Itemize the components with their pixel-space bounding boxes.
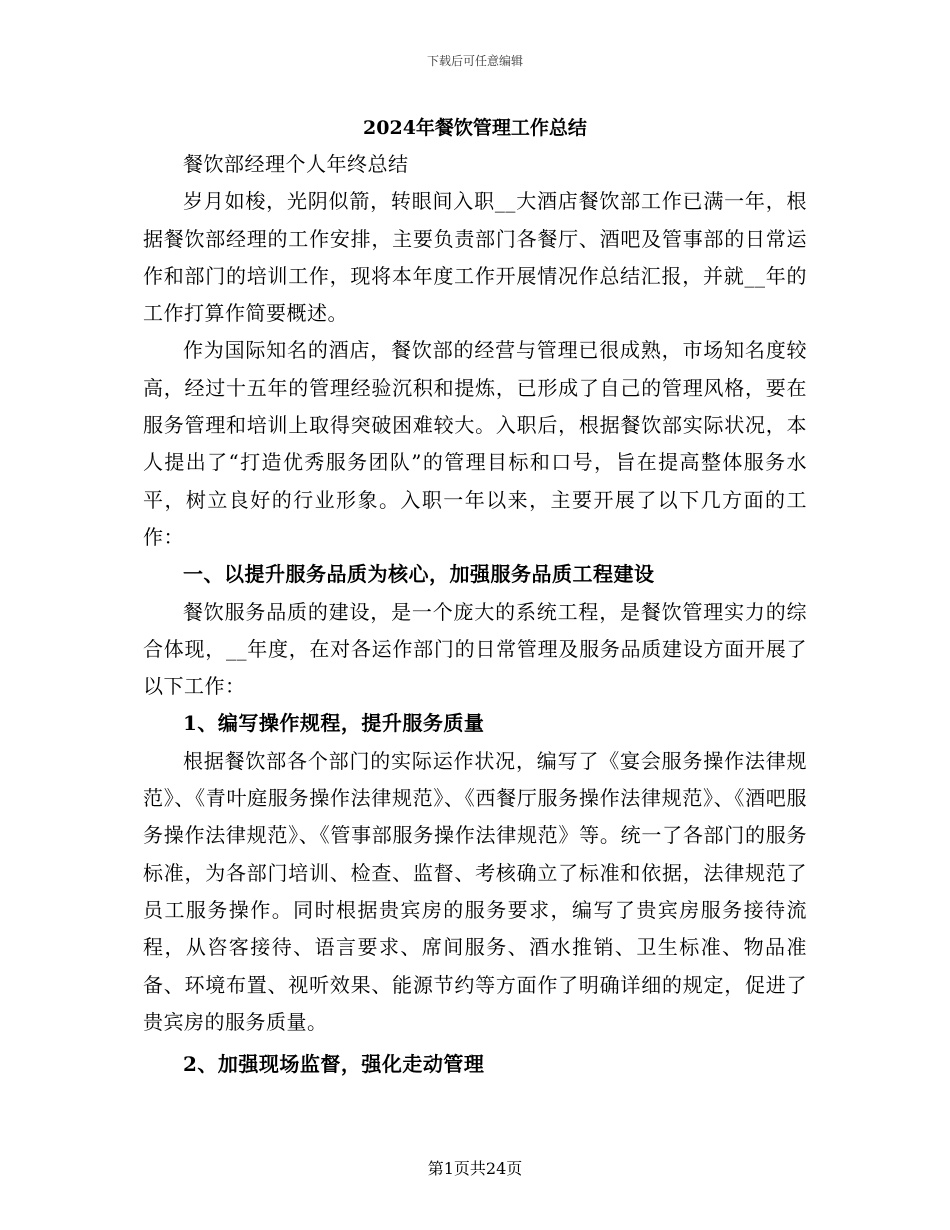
paragraph-background: 作为国际知名的酒店，餐饮部的经营与管理已很成熟，市场知名度较高，经过十五年的管理经验沉积和提炼，已形成了自己的管理风格，要在服务管理和培训上取得突破困难较大。入职后，根据餐饮部实际状况，本人提出了“打造优秀服务团队”的管理目标和口号，旨在提高整体服务水平，树立良好的行业形象。入职一年以来，主要开展了以下几方面的工作：: [143, 338, 807, 549]
paragraph-procedures: 根据餐饮部各个部门的实际运作状况，编写了《宴会服务操作法律规范》、《青叶庭服务操作法律规范》、《西餐厅服务操作法律规范》、《酒吧服务操作法律规范》、《管事部服务操作法律规范》等。统一了各部门的服务标准，为各部门培训、检查、监督、考核确立了标准和依据，法律规范了员工服务操作。同时根据贵宾房的服务要求，编写了贵宾房服务接待流程，从咨客接待、语言要求、席间服务、酒水推销、卫生标准、物品准备、环境布置、视听效果、能源节约等方面作了明确详细的规定，促进了贵宾房的服务质量。: [143, 748, 807, 1034]
header-note: 下载后可任意编辑: [426, 54, 523, 68]
document-title: 2024年餐饮管理工作总结: [363, 117, 587, 139]
subtitle: 餐饮部经理个人年终总结: [183, 152, 409, 176]
paragraph-service-quality: 餐饮服务品质的建设，是一个庞大的系统工程，是餐饮管理实力的综合体现，__年度，在对各运作部门的日常管理及服务品质建设方面开展了以下工作：: [143, 599, 807, 699]
paragraph-intro: 岁月如梭，光阴似箭，转眼间入职__大酒店餐饮部工作已满一年，根据餐饮部经理的工作安排，主要负责部门各餐厅、酒吧及管事部的日常运作和部门的培训工作，现将本年度工作开展情况作总结汇报，并就__年的工作打算作简要概述。: [143, 189, 807, 326]
section-heading-1: 一、以提升服务品质为核心，加强服务品质工程建设: [183, 562, 655, 587]
subsection-heading-1: 1、编写操作规程，提升服务质量: [183, 711, 485, 736]
document-body: [143, 146, 807, 1083]
page-number: 第1页共24页: [427, 1159, 523, 1178]
subsection-heading-2: 2、加强现场监督，强化走动管理: [183, 1052, 485, 1077]
